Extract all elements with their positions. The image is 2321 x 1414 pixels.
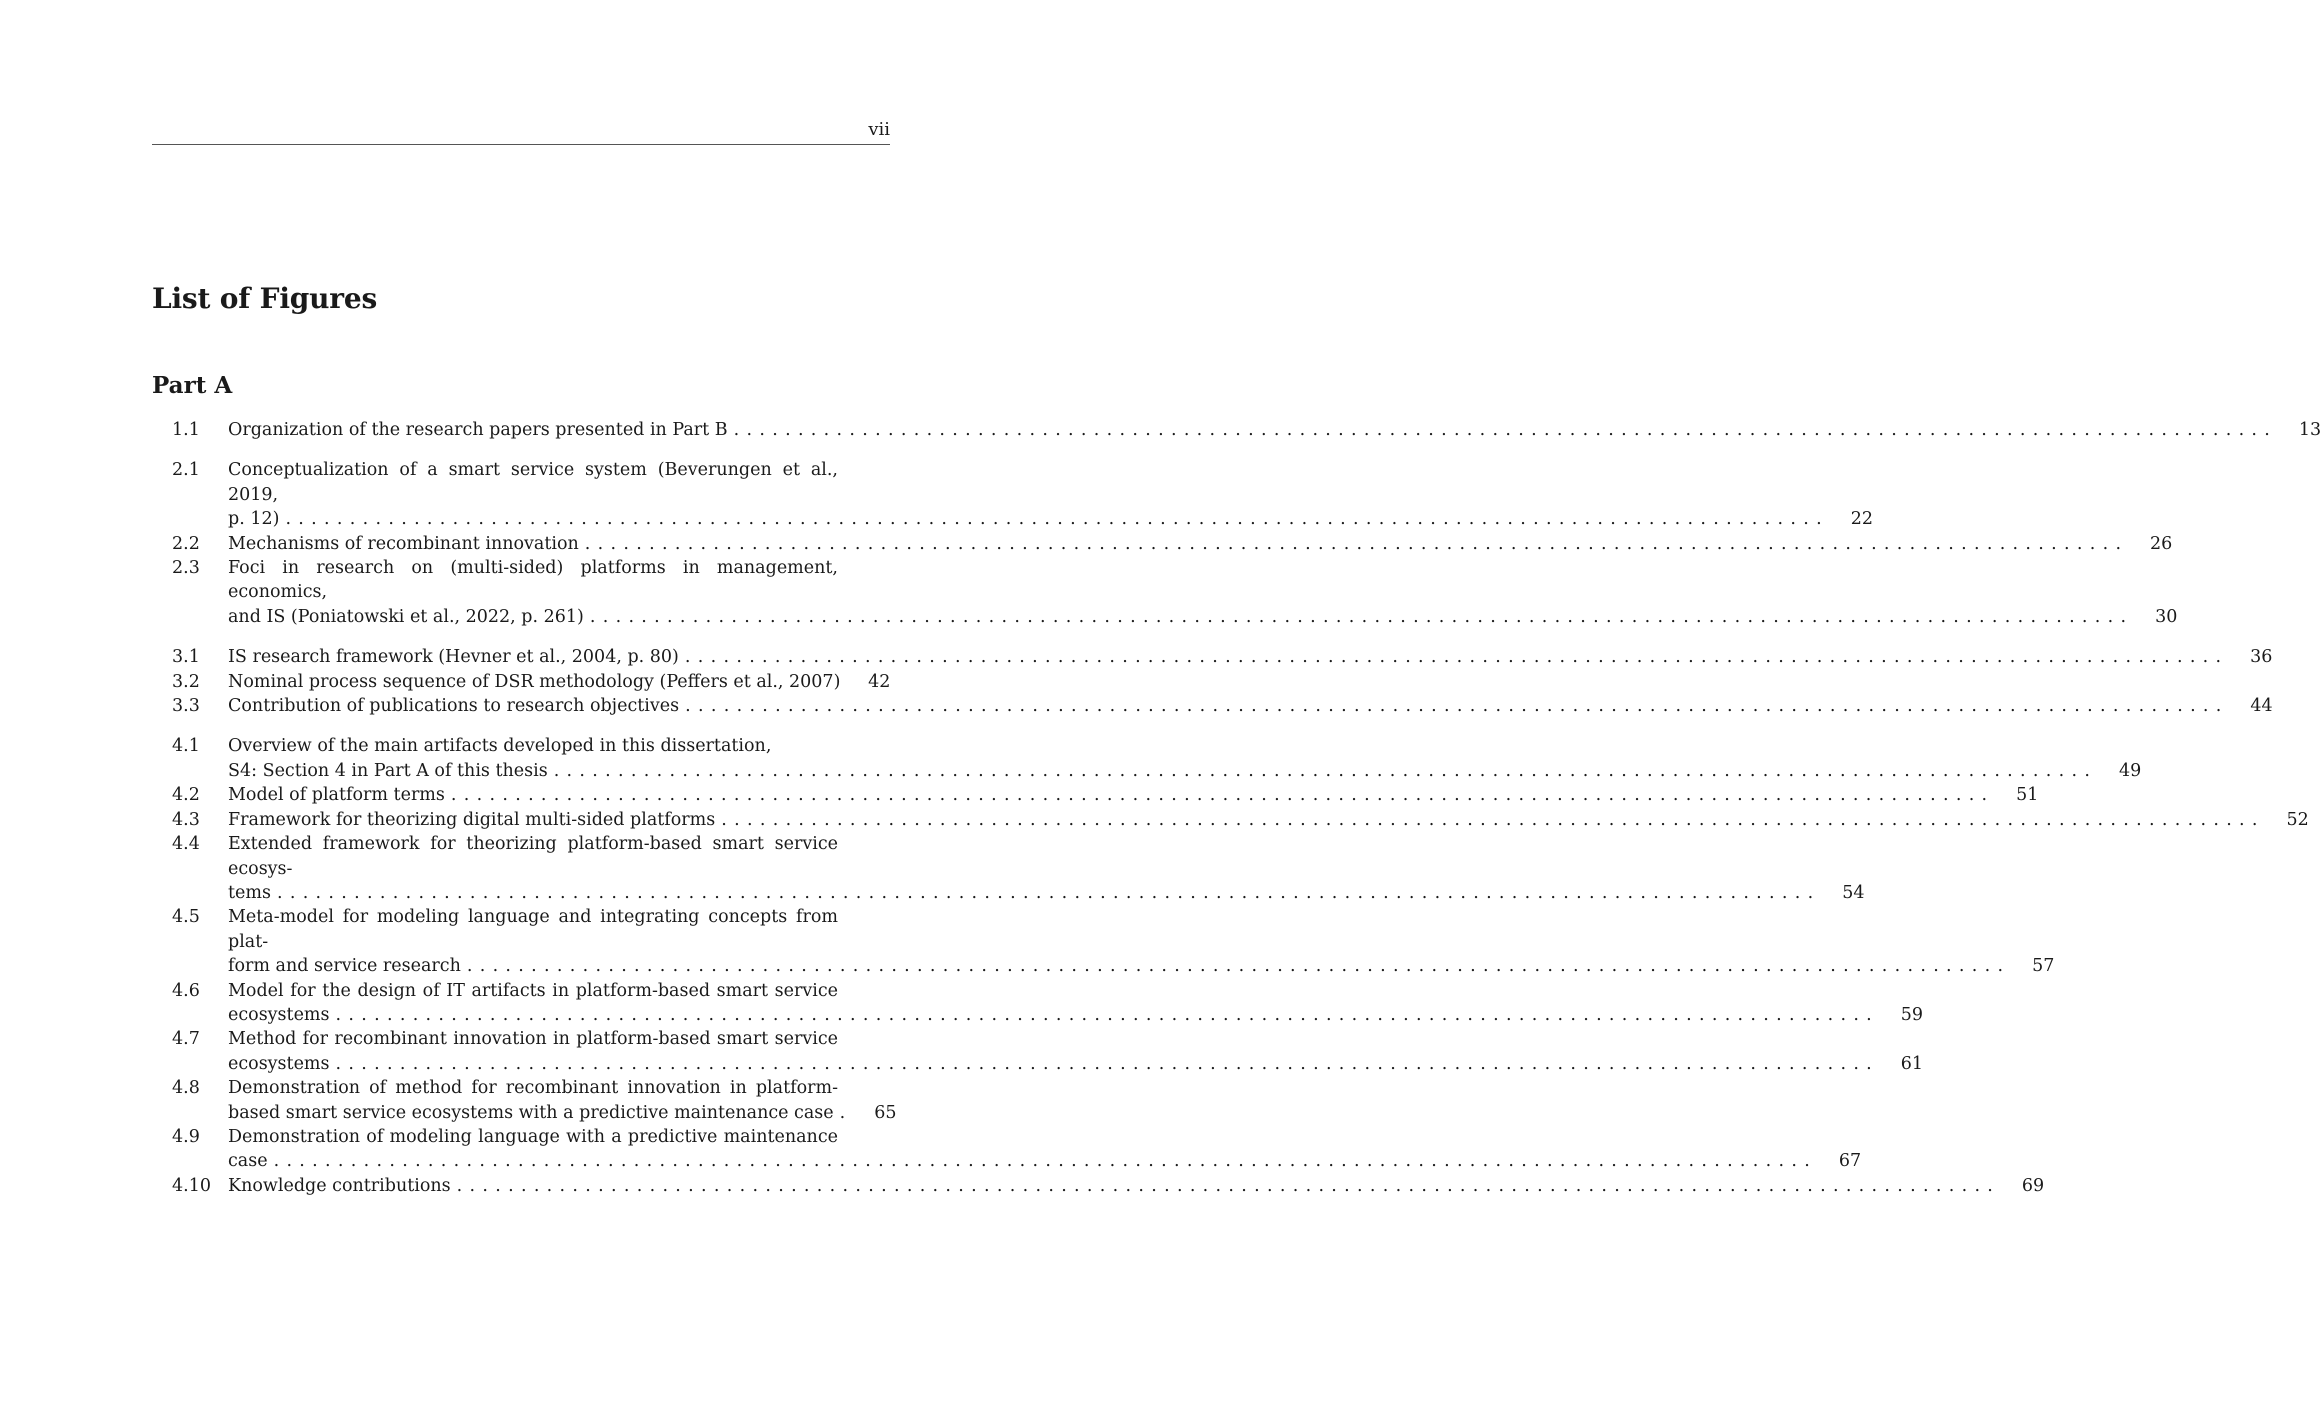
figure-number: 2.1 [172,460,200,481]
figure-number: 4.5 [172,907,200,928]
caption-line: Model of platform terms [228,785,445,806]
figure-number: 4.6 [172,980,200,1001]
page-ref[interactable]: 30 [2155,606,2178,627]
caption-line: Extended framework for theorizing platform-based smart service ecosys- [228,834,838,879]
caption-line: Conceptualization of a smart service system (Beverungen et al., 2019, [228,460,838,505]
caption-line: Nominal process sequence of DSR methodology (Peffers et al., 2007) [228,671,841,692]
figure-entry[interactable] [152,832,1865,905]
caption-line: form and service research [228,956,461,977]
leader-dots: ........................................................................................................................ [456,1175,2001,1196]
figure-entry[interactable] [152,1125,1862,1174]
page-ref[interactable]: 44 [2250,696,2273,717]
figure-entry[interactable] [152,808,2309,832]
leader-dots: ........................................................................................................................ [273,1151,1818,1172]
figure-caption [228,1125,1861,1174]
figure-caption [228,808,2309,832]
leader-dots: ........................................................................................................................ [466,956,2011,977]
figure-number: 3.2 [172,671,200,692]
figure-number: 4.1 [172,736,200,757]
page-ref[interactable]: 57 [2032,956,2055,977]
caption-line: Knowledge contributions [228,1175,451,1196]
leader-dots: ........................................................................................................................ [553,760,2098,781]
page-ref[interactable]: 61 [1900,1053,1924,1074]
caption-line: Method for recombinant innovation in platform-based smart service [228,1029,838,1050]
figure-entry[interactable] [152,532,2173,556]
figure-number: 3.3 [172,696,200,717]
figure-entry[interactable] [152,645,2273,669]
figure-number: 2.2 [172,533,200,554]
leader-dots: ........................................................................................................................ [335,1004,1880,1025]
figure-number: 4.8 [172,1078,200,1099]
page-ref[interactable]: 67 [1838,1151,1862,1172]
page-ref[interactable]: 26 [2150,533,2173,554]
figure-caption [228,979,1923,1028]
caption-line: ecosystems [228,1053,330,1074]
caption-line: and IS (Poniatowski et al., 2022, p. 261) [228,606,584,627]
figure-entry[interactable] [152,1027,1924,1076]
page-ref[interactable]: 13 [2298,420,2321,440]
figure-caption [228,783,2038,807]
caption-line: S4: Section 4 in Part A of this thesis [228,760,548,781]
caption-line: Organization of the research papers presented in Part B [228,420,728,440]
figure-entry[interactable] [152,694,2273,718]
caption-line: case [228,1151,268,1172]
figure-list [152,418,2321,1214]
caption-line: Foci in research on (multi-sided) platforms in management, economics, [228,558,838,603]
leader-dots: ........................................................................................................................ [276,882,1821,903]
figure-number: 4.4 [172,834,200,855]
page-ref[interactable]: 59 [1900,1004,1924,1025]
figure-number: 4.2 [172,785,200,806]
caption-line: Overview of the main artifacts developed in this dissertation, [228,736,772,757]
leader-dots: ........................................................................................................................ [589,606,2134,627]
figure-number: 4.3 [172,809,200,830]
caption-line: p. 12) [228,509,280,530]
page-ref[interactable]: 49 [2118,760,2142,781]
figure-entry[interactable] [152,1076,897,1125]
leader-dots: ........................................................................................................................ [685,696,2229,717]
figure-entry[interactable] [152,458,1873,531]
page-ref[interactable]: 52 [2286,809,2309,830]
page-ref[interactable]: 42 [868,671,891,692]
figure-entry[interactable] [152,1174,2045,1198]
caption-line: tems [228,882,271,903]
page-ref[interactable]: 69 [2021,1175,2045,1196]
leader-dots: ........................................................................................................................ [285,509,1829,530]
caption-line: based smart service ecosystems with a predictive maintenance case [228,1102,834,1123]
figure-entry[interactable] [152,418,2321,442]
leader-dots: ........................................................................................................................ [733,420,2278,440]
figure-group [152,418,2321,442]
figure-number: 3.1 [172,647,200,668]
figure-caption [228,556,2177,629]
figure-entry[interactable] [152,783,2039,807]
page-number: vii [868,119,890,140]
caption-line: Framework for theorizing digital multi-sided platforms [228,809,716,830]
page-ref[interactable]: 36 [2250,647,2273,668]
page-ref[interactable]: 54 [1842,882,1865,903]
caption-line: Meta-model for modeling language and integrating concepts from plat- [228,907,838,952]
figure-caption [228,670,890,694]
leader-dots: ........................................................................................................................ [721,809,2265,830]
figure-entry[interactable] [152,556,2178,629]
caption-line: Demonstration of method for recombinant innovation in platform- [228,1078,838,1099]
figure-group [152,645,2273,718]
figure-caption [228,458,1873,531]
figure-caption [228,734,2141,783]
figure-group [152,458,2178,629]
figure-group [152,734,2309,1198]
figure-caption [228,694,2273,718]
figure-caption [228,1076,897,1125]
leader-dots: ........................................................................................................................ [684,647,2229,668]
figure-caption [228,532,2172,556]
running-header [152,118,890,145]
figure-number: 4.10 [172,1175,211,1196]
figure-number: 4.7 [172,1029,200,1050]
page-ref[interactable]: 22 [1850,509,1873,530]
part-heading: Part A [152,372,233,399]
page-ref[interactable]: 65 [874,1102,897,1123]
figure-entry[interactable] [152,905,2055,978]
figure-caption [228,905,2054,978]
page-title: List of Figures [152,282,378,315]
figure-entry[interactable] [152,734,2142,783]
leader-dots: . [839,1102,853,1123]
caption-line: ecosystems [228,1004,330,1025]
figure-caption [228,832,1865,905]
leader-dots: ........................................................................................................................ [450,785,1995,806]
figure-caption [228,1027,1923,1076]
figure-entry[interactable] [152,979,1924,1028]
figure-caption [228,645,2272,669]
caption-line: IS research framework (Hevner et al., 2004, p. 80) [228,647,679,668]
figure-number: 1.1 [172,420,200,440]
figure-number: 4.9 [172,1126,200,1147]
caption-line: Model for the design of IT artifacts in platform-based smart service [228,980,838,1001]
figure-caption [228,418,2321,442]
page-ref[interactable]: 51 [2016,785,2039,806]
leader-dots: ........................................................................................................................ [335,1053,1880,1074]
figure-caption [228,1174,2044,1198]
leader-dots: ........................................................................................................................ [584,533,2129,554]
caption-line: Demonstration of modeling language with a predictive maintenance [228,1126,838,1147]
caption-line: Contribution of publications to research objectives [228,696,680,717]
figure-entry[interactable] [152,670,890,694]
caption-line: Mechanisms of recombinant innovation [228,533,579,554]
figure-number: 2.3 [172,558,200,579]
